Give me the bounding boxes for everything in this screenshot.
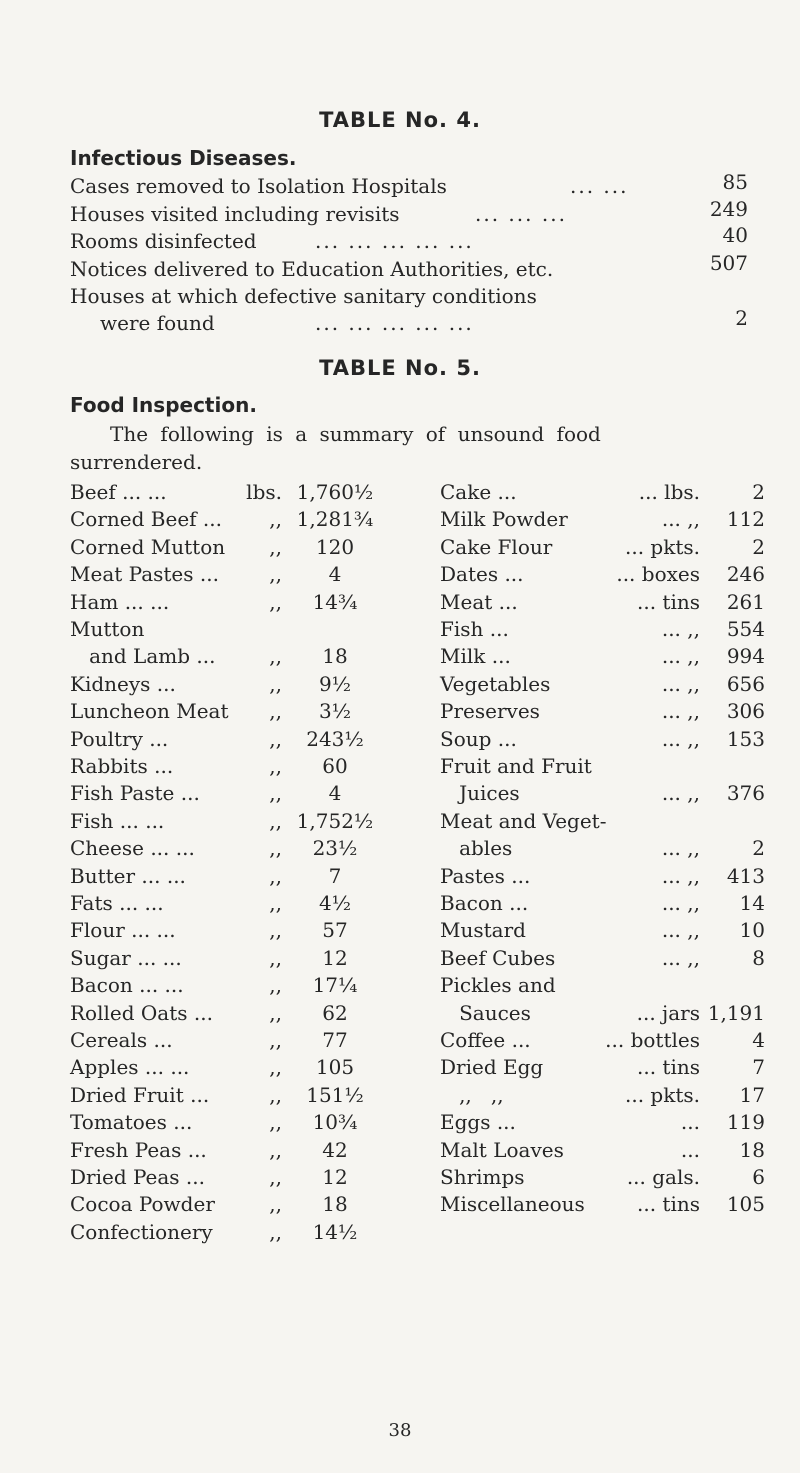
table-5-intro-continued: surrendered. [70,450,203,474]
food-item-unit: ... tins [636,589,700,614]
food-table-row [0,781,800,811]
food-item-name: Cake ... [440,480,517,504]
food-item-quantity: 17 [739,1082,765,1107]
food-table-row [0,1083,800,1113]
food-item-name: Fish ... [440,617,509,641]
table-4-value: 249 [709,197,748,221]
food-item-name: Meat Pastes ... [70,562,219,587]
food-table-row [0,1028,800,1058]
food-item-unit: ... ,, [661,617,700,641]
food-item-name: Cake Flour [440,534,553,559]
food-item-name: Pastes ... [440,863,531,888]
food-item-quantity: 413 [726,863,765,888]
food-item-quantity: 105 [315,1055,355,1080]
food-item-name: Fresh Peas ... [70,1137,207,1162]
food-item-name: Fish Paste ... [70,781,200,806]
food-item-quantity: 10 [739,918,765,943]
food-item-name: Cereals ... [70,1028,173,1052]
food-item-name: ables [440,836,513,861]
food-item-name: Tomatoes ... [70,1110,193,1135]
food-item-name: Corned Beef ... [70,507,222,532]
food-item-quantity: 17¼ [312,973,358,998]
food-item-quantity: 14¾ [312,589,358,614]
food-item-name: Dried Peas ... [70,1165,205,1189]
food-table-row [0,1220,800,1250]
food-item-quantity: 1,760½ [296,480,374,504]
food-item-name: Confectionery [70,1219,213,1244]
food-item-quantity: 656 [726,671,765,696]
food-item-name: Soup ... [440,726,517,751]
food-item-name: Milk Powder [440,507,568,532]
food-item-quantity: 8 [752,945,765,970]
food-item-unit: ,, [269,534,282,559]
food-item-name: Dates ... [440,562,524,587]
food-item-name: Milk ... [440,644,511,669]
food-item-name: Luncheon Meat [70,699,229,724]
table-4-value: 507 [709,251,748,275]
food-item-name: Flour ... ... [70,918,176,943]
food-item-unit: ,, [269,1219,282,1244]
food-item-unit: ... ,, [661,918,700,943]
food-item-quantity: 2 [752,534,765,559]
food-item-name: Dried Fruit ... [70,1082,210,1107]
food-table-row [0,1138,800,1168]
food-item-name: Miscellaneous [440,1192,585,1217]
table-5-title: TABLE No. 5. [319,356,481,380]
food-item-quantity: 18 [322,644,348,669]
food-table-row [0,1192,800,1222]
food-table-row [0,973,800,1003]
food-item-name: Beef Cubes [440,945,556,970]
food-item-unit: ... ,, [661,945,700,970]
food-table-row [0,891,800,921]
infectious-diseases-heading: Infectious Diseases. [70,146,297,170]
food-item-name: Cheese ... ... [70,836,195,861]
food-item-quantity: 1,752½ [296,808,374,833]
food-item-quantity: 1,191 [707,1000,765,1025]
food-item-name: Mustard [440,918,526,943]
food-item-unit: ... ,, [661,507,700,532]
food-item-quantity: 243½ [306,726,364,751]
food-table-row [0,1110,800,1140]
food-item-unit: ,, [269,945,282,970]
table-4-row: Houses at which defective sanitary conditions [70,284,537,308]
food-item-name: Ham ... ... [70,589,170,614]
food-item-quantity: 3½ [318,699,352,724]
food-item-name: ,, ,, [440,1082,504,1107]
food-item-unit: ... pkts. [624,534,700,559]
food-item-quantity: 18 [739,1137,765,1162]
food-item-unit: ... pkts. [624,1082,700,1107]
food-item-quantity: 4 [328,781,342,806]
food-item-name: Juices [440,781,520,806]
food-table-row [0,535,800,565]
food-item-quantity: 1,281¾ [296,507,374,532]
food-item-unit: ,, [269,671,282,696]
food-item-unit: ... tins [636,1192,700,1217]
food-item-name: Meat ... [440,589,518,614]
food-item-unit: ,, [269,699,282,724]
food-item-unit: ,, [269,1165,282,1189]
page-number: 38 [388,1420,412,1441]
table-4-row: Houses visited including revisits ... ... ... [70,202,567,226]
table-4-row: Rooms disinfected ... ... ... ... ... [70,229,474,253]
food-inspection-heading: Food Inspection. [70,393,257,417]
food-table-row [0,727,800,757]
food-item-name: Preserves [440,699,540,724]
food-item-unit: ... ,, [661,699,700,724]
food-table-row [0,1165,800,1195]
food-item-quantity: 119 [726,1110,765,1135]
food-item-quantity: 554 [726,617,765,641]
food-item-name: Sugar ... ... [70,945,182,970]
food-item-name: Vegetables [440,671,551,696]
food-item-name: Fruit and Fruit [440,754,592,778]
food-item-quantity: 120 [315,534,355,559]
food-item-unit: ,, [269,891,282,915]
food-item-quantity: 6 [752,1165,765,1189]
food-item-quantity: 12 [322,1165,348,1189]
food-table-row [0,617,800,647]
food-item-name: Beef ... ... [70,480,167,504]
food-item-unit: ... jars [636,1000,700,1025]
food-item-name: Apples ... ... [70,1055,190,1080]
food-item-unit: ... ,, [661,863,700,888]
food-item-quantity: 306 [726,699,765,724]
food-item-unit: ,, [269,644,282,669]
food-item-name: Coffee ... [440,1028,531,1052]
food-item-name: Bacon ... ... [70,973,184,998]
table-4-value: 40 [722,223,748,247]
food-table-row [0,644,800,674]
food-item-quantity: 10¾ [312,1110,358,1135]
food-item-unit: ,, [269,808,282,833]
food-item-quantity: 246 [726,562,765,587]
food-item-name: and Lamb ... [70,644,216,669]
food-item-quantity: 151½ [306,1082,364,1107]
food-item-unit: ,, [269,781,282,806]
food-item-name: Poultry ... [70,726,169,751]
table-4-value: 2 [735,306,748,330]
food-item-unit: ... lbs. [638,480,700,504]
food-item-quantity: 14½ [312,1219,358,1244]
food-item-unit: ,, [269,1028,282,1052]
food-item-unit: ,, [269,562,282,587]
food-item-quantity: 62 [322,1000,348,1025]
food-item-quantity: 4 [328,562,342,587]
food-item-unit: lbs. [246,480,282,504]
food-item-name: Sauces [440,1000,531,1025]
food-item-quantity: 23½ [312,836,358,861]
food-item-unit: ... ,, [661,781,700,806]
table-4-title: TABLE No. 4. [319,108,481,132]
food-item-unit: ,, [269,1192,282,1217]
food-table-row [0,590,800,620]
food-item-name: Cocoa Powder [70,1192,215,1217]
food-item-name: Dried Egg [440,1055,544,1080]
food-item-unit: ... boxes [616,562,700,587]
food-item-quantity: 112 [726,507,765,532]
table-4-value: 85 [722,170,748,194]
food-table-row [0,1055,800,1085]
food-item-quantity: 2 [752,836,765,861]
food-item-name: Malt Loaves [440,1137,564,1162]
food-item-unit: ... [680,1137,700,1162]
table-5-intro: The following is a summary of unsound food [110,422,601,446]
food-item-name: Bacon ... [440,891,529,915]
food-table-row [0,836,800,866]
food-item-unit: ,, [269,726,282,751]
food-item-name: Eggs ... [440,1110,516,1135]
food-item-quantity: 4½ [318,891,352,915]
food-item-unit: ,, [269,754,282,778]
food-item-name: Shrimps [440,1165,525,1189]
food-item-unit: ,, [269,863,282,888]
food-table-row [0,699,800,729]
food-item-quantity: 7 [328,863,342,888]
food-item-unit: ... bottles [605,1028,700,1052]
food-table-row [0,507,800,537]
food-item-unit: ... [680,1110,700,1135]
food-item-quantity: 57 [322,918,348,943]
food-item-unit: ,, [269,589,282,614]
table-4-row: Cases removed to Isolation Hospitals ... ... [70,174,629,198]
food-item-name: Corned Mutton [70,534,226,559]
food-item-unit: ,, [269,1000,282,1025]
food-item-quantity: 376 [726,781,765,806]
food-item-unit: ,, [269,973,282,998]
food-item-unit: ... gals. [626,1165,700,1189]
food-table-row [0,672,800,702]
food-item-quantity: 42 [322,1137,348,1162]
food-item-unit: ... ,, [661,644,700,669]
food-item-unit: ... ,, [661,671,700,696]
food-item-quantity: 14 [739,891,765,915]
food-item-quantity: 261 [726,589,765,614]
food-item-unit: ... ,, [661,891,700,915]
food-item-unit: ... ,, [661,726,700,751]
food-item-quantity: 2 [752,480,765,504]
food-item-quantity: 18 [322,1192,348,1217]
food-item-name: Butter ... ... [70,863,186,888]
food-item-unit: ,, [269,1082,282,1107]
food-item-quantity: 153 [726,726,765,751]
food-table-row [0,918,800,948]
food-item-unit: ... ,, [661,836,700,861]
food-table-row [0,754,800,784]
food-table-row [0,1001,800,1031]
food-item-quantity: 60 [322,754,348,778]
food-item-unit: ,, [269,507,282,532]
food-item-quantity: 7 [752,1055,765,1080]
food-item-quantity: 4 [752,1028,765,1052]
food-item-name: Pickles and [440,973,556,998]
food-item-quantity: 12 [322,945,348,970]
food-item-unit: ,, [269,836,282,861]
table-4-row: Notices delivered to Education Authorities, etc. [70,257,554,281]
food-table-row [0,864,800,894]
food-item-name: Kidneys ... [70,671,176,696]
food-table-row [0,946,800,976]
food-item-unit: ,, [269,918,282,943]
food-table-row [0,809,800,839]
food-table-row [0,480,800,510]
food-item-name: Fish ... ... [70,808,165,833]
food-item-name: Fats ... ... [70,891,164,915]
food-item-quantity: 77 [322,1028,348,1052]
food-item-name: Rolled Oats ... [70,1000,213,1025]
table-4-row: were found ... ... ... ... ... [100,311,474,335]
food-item-unit: ,, [269,1055,282,1080]
food-item-quantity: 9½ [318,671,352,696]
food-table-row [0,562,800,592]
food-item-quantity: 994 [726,644,765,669]
food-item-unit: ... tins [636,1055,700,1080]
food-item-name: Rabbits ... [70,754,174,778]
food-item-quantity: 105 [726,1192,765,1217]
food-item-unit: ,, [269,1137,282,1162]
food-item-unit: ,, [269,1110,282,1135]
food-item-name: Mutton [70,617,145,641]
food-item-name: Meat and Veget- [440,808,607,833]
